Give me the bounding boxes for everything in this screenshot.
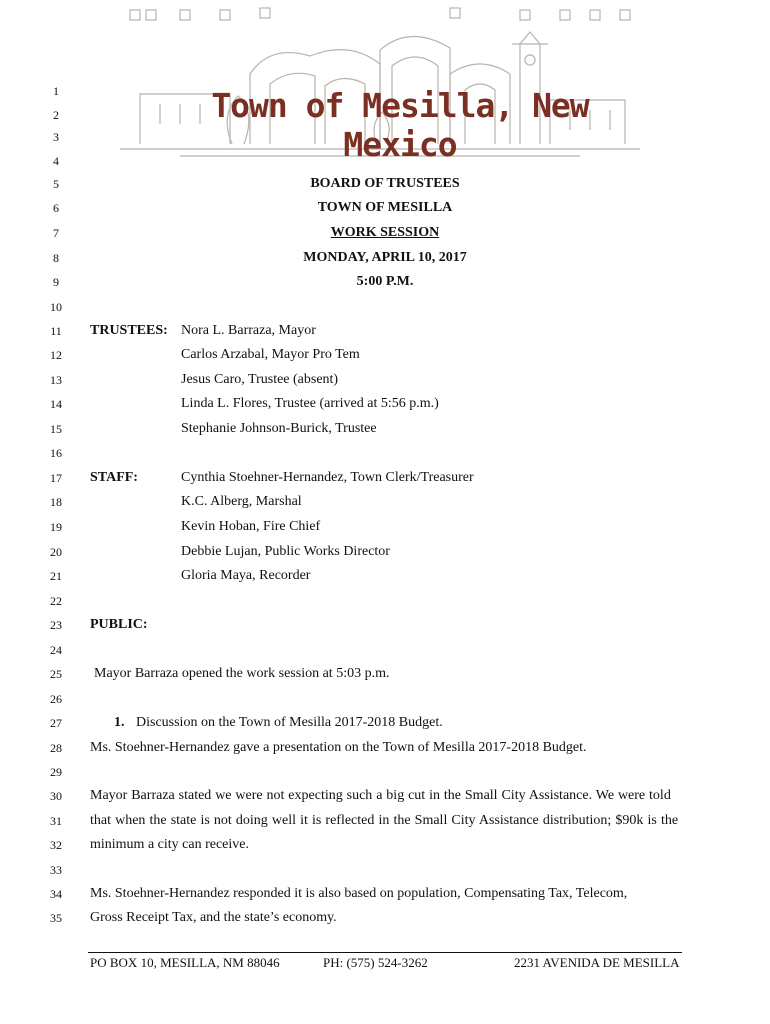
trustee-name: Stephanie Johnson-Burick, Trustee (181, 421, 377, 436)
footer-address: PO BOX 10, MESILLA, NM 88046 (90, 955, 280, 970)
footer-phone: PH: (575) 524-3262 (323, 955, 428, 970)
line-number: 24 (50, 643, 62, 657)
line-number: 19 (50, 520, 62, 534)
line-number: 25 (50, 667, 62, 681)
line-number: 7 (53, 226, 59, 240)
line-number: 32 (50, 838, 62, 852)
line-number: 18 (50, 495, 62, 509)
line-number: 10 (50, 300, 62, 314)
opened-statement: Mayor Barraza opened the work session at 5:03 p.m. (94, 666, 390, 681)
presentation-statement: Ms. Stoehner-Hernandez gave a presentation on the Town of Mesilla 2017-2018 Budget. (90, 740, 587, 755)
line-number: 16 (50, 446, 62, 460)
heading-town: TOWN OF MESILLA (317, 200, 453, 215)
trustee-name: Jesus Caro, Trustee (absent) (181, 372, 339, 387)
line-number: 34 (50, 887, 62, 901)
line-number: 12 (50, 348, 62, 362)
line-number: 3 (53, 130, 59, 144)
trustees-label: TRUSTEES: (90, 323, 168, 338)
line-number: 13 (50, 373, 62, 387)
line-number: 26 (50, 692, 62, 706)
line-number: 2 (53, 108, 59, 122)
public-label: PUBLIC: (90, 617, 148, 632)
paragraph-line: minimum a city can receive. (90, 837, 249, 852)
letterhead (120, 4, 640, 164)
paragraph-line: that when the state is not doing well it is reflected in the Small City Assistance distribution; $90k is the (90, 813, 679, 828)
line-number: 20 (50, 545, 62, 559)
heading-board: BOARD OF TRUSTEES (310, 176, 460, 191)
trustee-name: Nora L. Barraza, Mayor (181, 323, 316, 338)
paragraph-line: Gross Receipt Tax, and the state’s economy. (90, 910, 337, 925)
heading-session: WORK SESSION (330, 225, 440, 240)
line-number: 8 (53, 251, 59, 265)
trustee-name: Linda L. Flores, Trustee (arrived at 5:56 p.m.) (181, 396, 439, 411)
staff-name: Cynthia Stoehner-Hernandez, Town Clerk/Treasurer (181, 470, 474, 485)
line-number: 22 (50, 594, 62, 608)
line-number: 15 (50, 422, 62, 436)
line-number: 4 (53, 154, 59, 168)
staff-name: Debbie Lujan, Public Works Director (181, 544, 390, 559)
agenda-item-number: 1. (114, 715, 125, 730)
line-number: 14 (50, 397, 62, 411)
staff-name: K.C. Alberg, Marshal (181, 494, 302, 509)
staff-label: STAFF: (90, 470, 138, 485)
heading-date: MONDAY, APRIL 10, 2017 (303, 250, 467, 265)
line-number: 33 (50, 863, 62, 877)
line-number: 6 (53, 201, 59, 215)
line-number: 21 (50, 569, 62, 583)
paragraph-line: Ms. Stoehner-Hernandez responded it is also based on population, Compensating Tax, Telecom, (90, 886, 628, 901)
line-number: 11 (50, 324, 62, 338)
footer-street: 2231 AVENIDA DE MESILLA (514, 955, 680, 970)
paragraph-line: Mayor Barraza stated we were not expecting such a big cut in the Small City Assistance. We were told (90, 788, 671, 803)
line-number: 31 (50, 814, 62, 828)
line-number: 17 (50, 471, 62, 485)
line-number: 30 (50, 789, 62, 803)
line-number: 28 (50, 741, 62, 755)
line-number: 35 (50, 911, 62, 925)
staff-name: Kevin Hoban, Fire Chief (181, 519, 321, 534)
agenda-item-title: Discussion on the Town of Mesilla 2017-2018 Budget. (136, 715, 443, 730)
line-number: 5 (53, 177, 59, 191)
line-number: 27 (50, 716, 62, 730)
letterhead-title: Town of Mesilla, New Mexico (211, 86, 589, 164)
line-number: 9 (53, 275, 59, 289)
staff-name: Gloria Maya, Recorder (181, 568, 311, 583)
line-number: 23 (50, 618, 62, 632)
trustee-name: Carlos Arzabal, Mayor Pro Tem (181, 347, 360, 362)
line-number: 29 (50, 765, 62, 779)
footer-rule (88, 952, 682, 953)
heading-time: 5:00 P.M. (356, 274, 414, 289)
line-number: 1 (53, 84, 59, 98)
